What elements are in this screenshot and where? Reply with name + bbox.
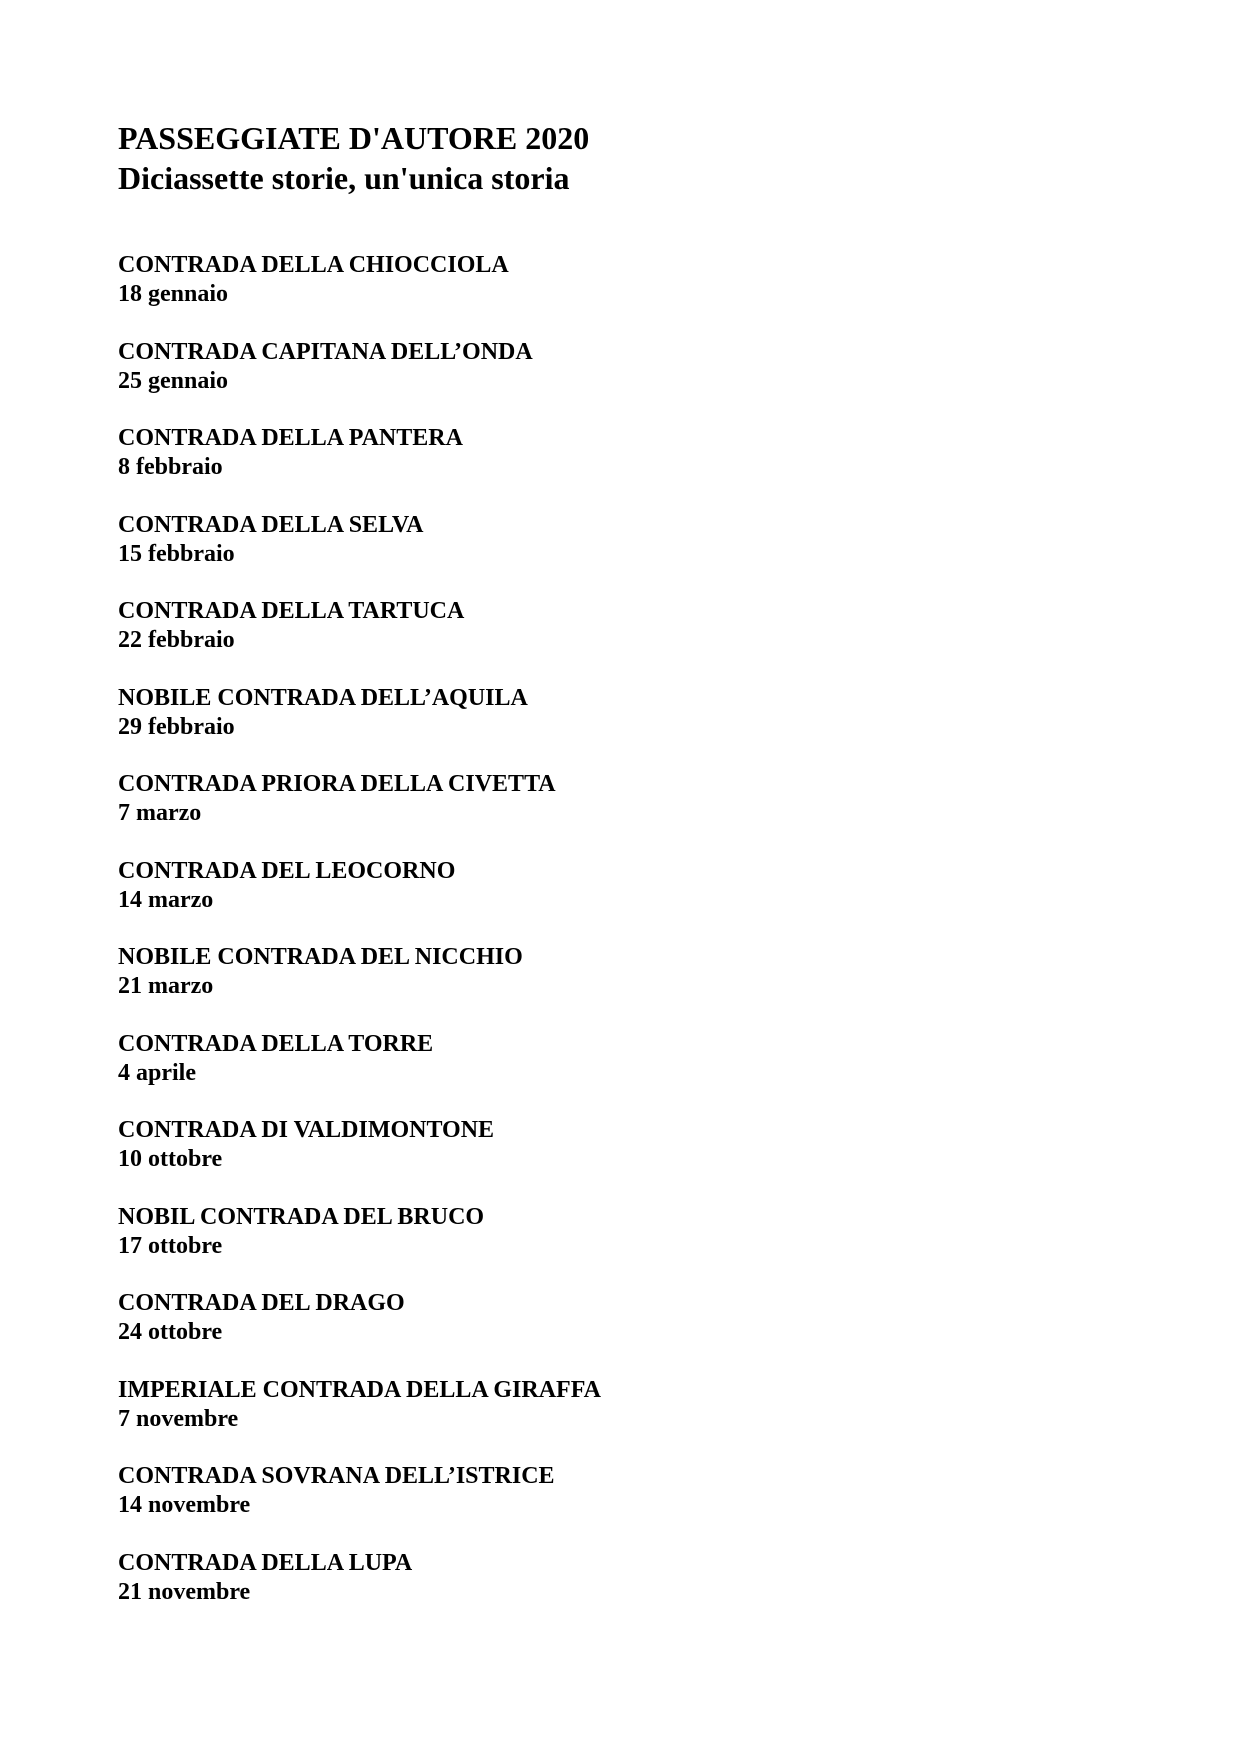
document-title: PASSEGGIATE D'AUTORE 2020	[118, 120, 590, 156]
contrada-name: CONTRADA DELLA TORRE	[118, 1030, 434, 1057]
contrada-name: CONTRADA DEL LEOCORNO	[118, 857, 456, 884]
event-entry	[118, 1462, 1118, 1549]
contrada-name: CONTRADA DELLA PANTERA	[118, 425, 463, 451]
contrada-name: IMPERIALE CONTRADA DELLA GIRAFFA	[118, 1376, 601, 1403]
contrada-name: NOBILE CONTRADA DEL NICCHIO	[118, 944, 523, 970]
event-date: 14 novembre	[118, 1492, 251, 1518]
event-entry	[118, 943, 1118, 1030]
contrada-name: CONTRADA DELLA TARTUCA	[118, 598, 465, 624]
event-entry	[118, 1203, 1118, 1290]
event-entry	[118, 251, 1118, 338]
event-date: 21 novembre	[118, 1578, 251, 1605]
event-entry	[118, 684, 1118, 771]
contrada-name: NOBIL CONTRADA DEL BRUCO	[118, 1203, 485, 1230]
event-entry	[118, 1376, 1118, 1463]
contrada-name: CONTRADA DELLA SELVA	[118, 511, 424, 538]
contrada-name: CONTRADA DELLA CHIOCCIOLA	[118, 252, 509, 278]
document-page	[118, 118, 1118, 1635]
contrada-name: CONTRADA CAPITANA DELL’ONDA	[118, 338, 533, 365]
event-date: 29 febbraio	[118, 713, 235, 740]
event-entry	[118, 770, 1118, 857]
event-date: 15 febbraio	[118, 540, 235, 567]
event-date: 7 novembre	[118, 1405, 239, 1432]
event-date: 22 febbraio	[118, 627, 235, 653]
event-entry	[118, 338, 1118, 425]
document-subtitle: Diciassette storie, un'unica storia	[118, 160, 570, 196]
contrada-name: CONTRADA SOVRANA DELL’ISTRICE	[118, 1463, 555, 1489]
event-date: 24 ottobre	[118, 1319, 223, 1345]
event-entry	[118, 1549, 1118, 1636]
event-date: 4 aprile	[118, 1059, 196, 1086]
event-date: 10 ottobre	[118, 1146, 223, 1172]
contrada-name: CONTRADA DI VALDIMONTONE	[118, 1117, 495, 1143]
event-date: 8 febbraio	[118, 454, 223, 480]
contrada-name: CONTRADA DEL DRAGO	[118, 1290, 405, 1316]
event-entry	[118, 597, 1118, 684]
contrada-name: NOBILE CONTRADA DELL’AQUILA	[118, 684, 528, 711]
event-date: 25 gennaio	[118, 367, 229, 394]
event-entry	[118, 1030, 1118, 1117]
contrada-name: CONTRADA DELLA LUPA	[118, 1549, 413, 1576]
event-entry	[118, 857, 1118, 944]
event-date: 18 gennaio	[118, 281, 229, 307]
event-date: 17 ottobre	[118, 1232, 223, 1259]
event-entry	[118, 424, 1118, 511]
event-entry	[118, 511, 1118, 598]
event-date: 21 marzo	[118, 973, 214, 999]
event-date: 7 marzo	[118, 800, 202, 826]
contrada-name: CONTRADA PRIORA DELLA CIVETTA	[118, 771, 556, 797]
event-date: 14 marzo	[118, 886, 214, 913]
event-entry	[118, 1289, 1118, 1376]
event-list	[118, 251, 1118, 1635]
event-entry	[118, 1116, 1118, 1203]
